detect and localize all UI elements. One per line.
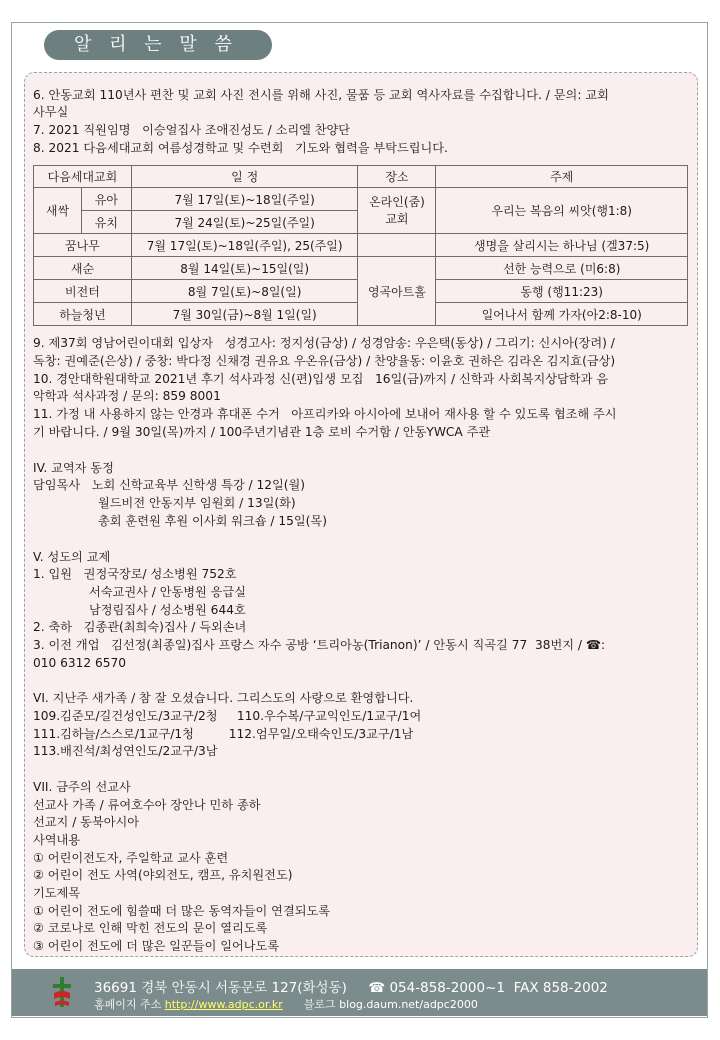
footer-links <box>94 996 478 1012</box>
section7-line1: 선교사 가족 / 류여호수아 장안나 민하 종하 <box>33 798 261 812</box>
haneul-date: 7월 30일(금)~8월 1일(일) <box>131 303 358 326</box>
section6-line1: 109.김준모/길건성인도/3교구/2청 110.우수복/구교익인도/1교구/1여 <box>33 709 422 723</box>
table-row <box>34 188 688 211</box>
header-date: 일 정 <box>131 166 358 188</box>
section4-line2: 월드비전 안동지부 임원회 / 13일(화) <box>98 496 296 510</box>
notice-8: 8. 2021 다음세대교회 여름성경학교 및 수련회 기도와 협력을 부탁드립니다. <box>33 141 448 155</box>
homepage-label: 홈페이지 주소 <box>94 998 165 1011</box>
section5-line4: 2. 축하 김종관(최희숙)집사 / 득외손녀 <box>33 620 247 634</box>
section7-line3: 사역내용 <box>33 833 81 847</box>
kkum-theme: 생명을 살리시는 하나님 (겔37:5) <box>436 234 688 257</box>
notice-6b: 사무실 <box>33 105 69 119</box>
saesun-date: 8월 14일(토)~15일(일) <box>131 257 358 280</box>
kkum-cell: 꿈나무 <box>34 234 132 257</box>
footer-address: 36691 경북 안동시 서동문로 127(화성동) ☎ 054-858-2000~1 FAX 858-2002 <box>94 980 608 996</box>
section7-line6: 기도제목 <box>33 886 81 900</box>
vision-cell: 비전터 <box>34 280 132 303</box>
table-row <box>34 257 688 280</box>
church-logo-icon <box>50 975 74 1009</box>
online-place: 온라인(줌) 교회 <box>358 188 436 234</box>
notice-10a: 10. 경안대학원대학교 2021년 후기 석사과정 신(편)입생 모집 16일(금)까지 / 신학과 사회복지상담학과 음 <box>33 372 608 386</box>
header-theme: 주제 <box>436 166 688 188</box>
table-row <box>34 234 688 257</box>
youchi-cell: 유치 <box>81 211 131 234</box>
saesun-cell: 새순 <box>34 257 132 280</box>
section4-line1: 담임목사 노회 신학교육부 신학생 특강 / 12일(월) <box>33 478 306 492</box>
notice-9a: 9. 제37회 영남어린이대회 입상자 성경고사: 정지성(금상) / 성경암송: 우은택(동상) / 그리기: 신시아(장려) / <box>33 336 615 350</box>
vision-theme: 동행 (행11:23) <box>436 280 688 303</box>
notice-11a: 11. 가정 내 사용하지 않는 안경과 휴대폰 수거 아프리카와 아시아에 보내어 재사용 할 수 있도록 협조해 주시 <box>33 407 617 421</box>
section7-line7: ① 어린이 전도에 힘쓸때 더 많은 동역자들이 연결되도록 <box>33 904 331 918</box>
header-church: 다음세대교회 <box>34 166 132 188</box>
table-header-row <box>34 166 688 188</box>
blog-text: 블로그 blog.daum.net/adpc2000 <box>282 998 478 1011</box>
youngkok-place: 영곡아트홀 <box>358 257 436 326</box>
vision-date: 8월 7일(토)~8일(일) <box>131 280 358 303</box>
section5-line5: 3. 이전 개업 김선정(최종일)집사 프랑스 자수 공방 ‘트리아농(Trianon)’ / 안동시 직곡길 77 38번지 / ☎: <box>33 638 606 652</box>
section5-line2: 서숙교권사 / 안동병원 응급실 <box>89 585 247 599</box>
seed-theme: 우리는 복음의 씨앗(행1:8) <box>436 188 688 234</box>
notice-6a: 6. 안동교회 110년사 편찬 및 교회 사진 전시를 위해 사진, 물품 등 교회 역사자료를 수집합니다. / 문의: 교회 <box>33 88 609 102</box>
section7-line4: ① 어린이전도자, 주일학교 교사 훈련 <box>33 851 229 865</box>
haneul-theme: 일어나서 함께 가자(아2:8-10) <box>436 303 688 326</box>
section7-heading: VII. 금주의 선교사 <box>33 780 131 794</box>
notice-11b: 기 바랍니다. / 9월 30일(목)까지 / 100주년기념관 1층 로비 수거함 / 안동YWCA 주관 <box>33 425 491 439</box>
youa-date: 7월 17일(토)~18일(주일) <box>131 188 358 211</box>
section7-line2: 선교지 / 동북아시아 <box>33 815 140 829</box>
homepage-link[interactable]: http://www.adpc.or.kr <box>164 998 283 1011</box>
saesun-theme: 선한 능력으로 (미6:8) <box>436 257 688 280</box>
notice-10b: 악학과 석사과정 / 문의: 859 8001 <box>33 389 221 403</box>
notice-7: 7. 2021 직원임명 이승얼집사 조애진성도 / 소리엘 찬양단 <box>33 123 351 137</box>
kkum-date: 7월 17일(토)~18일(주일), 25(주일) <box>131 234 358 257</box>
haneul-cell: 하늘청년 <box>34 303 132 326</box>
youa-cell: 유아 <box>81 188 131 211</box>
saessak-cell: 새싹 <box>34 188 82 234</box>
section7-line8: ② 코로나로 인해 막힌 전도의 문이 열리도록 <box>33 921 268 935</box>
summer-school-table <box>33 165 688 326</box>
section5-line1: 1. 입원 권정국장로/ 성소병원 752호 <box>33 567 237 581</box>
section5-line6: 010 6312 6570 <box>33 656 127 670</box>
kkum-place <box>358 234 436 257</box>
section6-heading: VI. 지난주 새가족 / 참 잘 오셨습니다. 그리스도의 사랑으로 환영합니다. <box>33 691 414 705</box>
section-title: 알 리 는 말 씀 <box>44 30 272 60</box>
section5-line3: 남정림집사 / 성소병원 644호 <box>89 603 246 617</box>
section4-line3: 총회 훈련원 후원 이사회 워크숍 / 15일(목) <box>98 514 327 528</box>
section5-heading: V. 성도의 교제 <box>33 550 111 564</box>
section6-line2: 111.김하늘/스스로/1교구/1청 112.엄무일/오태숙인도/3교구/1남 <box>33 727 414 741</box>
section4-heading: IV. 교역자 동정 <box>33 461 114 475</box>
section7-line9: ③ 어린이 전도에 더 많은 일꾼들이 일어나도록 <box>33 939 280 953</box>
section7-line5: ② 어린이 전도 사역(야외전도, 캠프, 유치원전도) <box>33 868 293 882</box>
youchi-date: 7월 24일(토)~25일(주일) <box>131 211 358 234</box>
header-place: 장소 <box>358 166 436 188</box>
notice-9b: 독창: 권예준(은상) / 중창: 박다정 신채경 권유요 우온유(금상) / 찬양율동: 이윤호 권하은 김라온 김지효(금상) <box>33 354 616 368</box>
section6-line3: 113.배진석/최성연인도/2교구/3남 <box>33 744 218 758</box>
